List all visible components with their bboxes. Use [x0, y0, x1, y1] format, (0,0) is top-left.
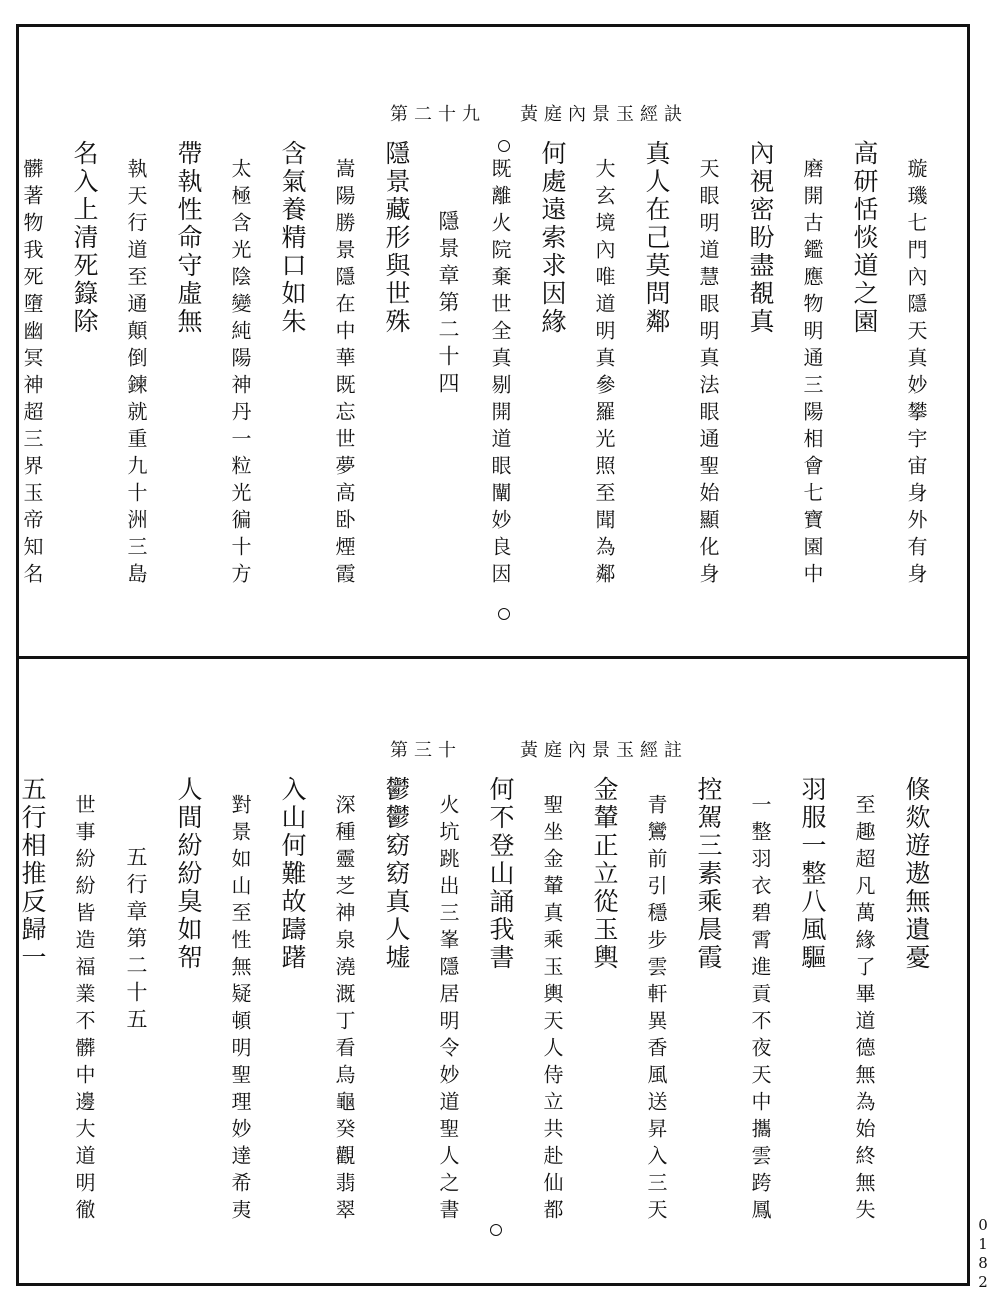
bottom-column-small: 火坑跳出三峯隱居明令妙道聖人之書 [436, 794, 460, 1226]
bottom-column-small: 至趣超凡萬緣了畢道德無為始終無失 [852, 794, 876, 1226]
bottom-header-chapter: 第三十 [390, 740, 462, 761]
bottom-column-small: 聖坐金輦真乘玉輿天人侍立共赴仙都 [540, 794, 564, 1226]
circle-mark [498, 140, 510, 152]
bottom-header [40, 676, 940, 761]
bottom-column-big: 鬱鬱窈窈真人墟 [382, 776, 411, 972]
top-column-small: 嵩陽勝景隱在中華既忘世夢高卧煙霞 [332, 158, 356, 590]
bottom-panel [18, 676, 940, 1276]
top-header [40, 40, 940, 125]
top-panel [20, 40, 940, 640]
bottom-column-big: 倏欻遊遨無遺憂 [902, 776, 931, 972]
page-number: 0182 [974, 1216, 992, 1292]
top-column-small: 執天行道至通顛倒鍊就重九十洲三島 [124, 158, 148, 590]
top-column-small: 髒著物我死墮幽冥神超三界玉帝知名 [20, 158, 44, 590]
top-column-big: 隱景藏形與世殊 [382, 140, 411, 336]
top-column-big: 含氣養精口如朱 [278, 140, 307, 336]
top-header-chapter: 第二十九 [390, 104, 486, 125]
top-column-big: 帶執性命守虛無 [174, 140, 203, 336]
bottom-column-big: 人間紛紛臭如帤 [174, 776, 203, 972]
top-column-big [0, 140, 4, 640]
bottom-column-small: 一整羽衣碧霄進貢不夜天中攜雲跨鳳 [748, 794, 772, 1226]
circle-mark [498, 608, 510, 620]
top-column-big: 真人在己莫問鄰 [642, 140, 671, 336]
top-column-small: 大玄境內唯道明真參羅光照至聞為鄰 [592, 158, 616, 590]
top-column-big: 名入上清死籙除 [70, 140, 99, 336]
bottom-column-chap: 五行章第二十五 [124, 846, 148, 1035]
top-column-big: 內視密盼盡覩真 [746, 140, 775, 336]
top-column-big: 高研恬惔道之園 [850, 140, 879, 336]
bottom-column-small: 世事紛紛皆造福業不髒中邊大道明徹 [72, 794, 96, 1226]
top-header-title: 黃庭內景玉經訣 [520, 104, 688, 125]
bottom-column-big: 羽服一整八風驅 [798, 776, 827, 972]
circle-mark [490, 1224, 502, 1236]
bottom-column-big: 何不登山誦我書 [486, 776, 515, 972]
top-column-small: 天眼明道慧眼明真法眼通聖始顯化身 [696, 158, 720, 590]
bottom-header-title: 黃庭內景玉經註 [520, 740, 688, 761]
top-column-small: 既離火院棄世全真剔開道眼闡妙良因 [488, 158, 512, 590]
bottom-column-big: 五行相推反歸一 [18, 776, 47, 972]
panel-divider [16, 656, 970, 659]
top-column-chap: 隱景章第二十四 [436, 210, 460, 399]
bottom-column-big: 入山何難故躊躇 [278, 776, 307, 972]
top-column-small: 璇璣七門內隱天真妙攀宇宙身外有身 [904, 158, 928, 590]
bottom-column-small: 深種靈芝神泉澆溉丁看烏龜癸觀翡翠 [332, 794, 356, 1226]
top-column-small: 磨開古鑑應物明通三陽相會七寶園中 [800, 158, 824, 590]
top-column-small: 太極含光陰變純陽神丹一粒光徧十方 [228, 158, 252, 590]
bottom-column-small: 青鸞前引穩步雲軒異香風送昇入三天 [644, 794, 668, 1226]
bottom-text-columns [18, 776, 940, 1276]
bottom-column-small [0, 776, 4, 1276]
top-text-columns [20, 140, 940, 640]
top-column-big: 何處遠索求因緣 [538, 140, 567, 336]
bottom-column-small: 對景如山至性無疑頓明聖理妙達希夷 [228, 794, 252, 1226]
bottom-column-big: 控駕三素乘晨霞 [694, 776, 723, 972]
bottom-column-big: 金輦正立從玉輿 [590, 776, 619, 972]
